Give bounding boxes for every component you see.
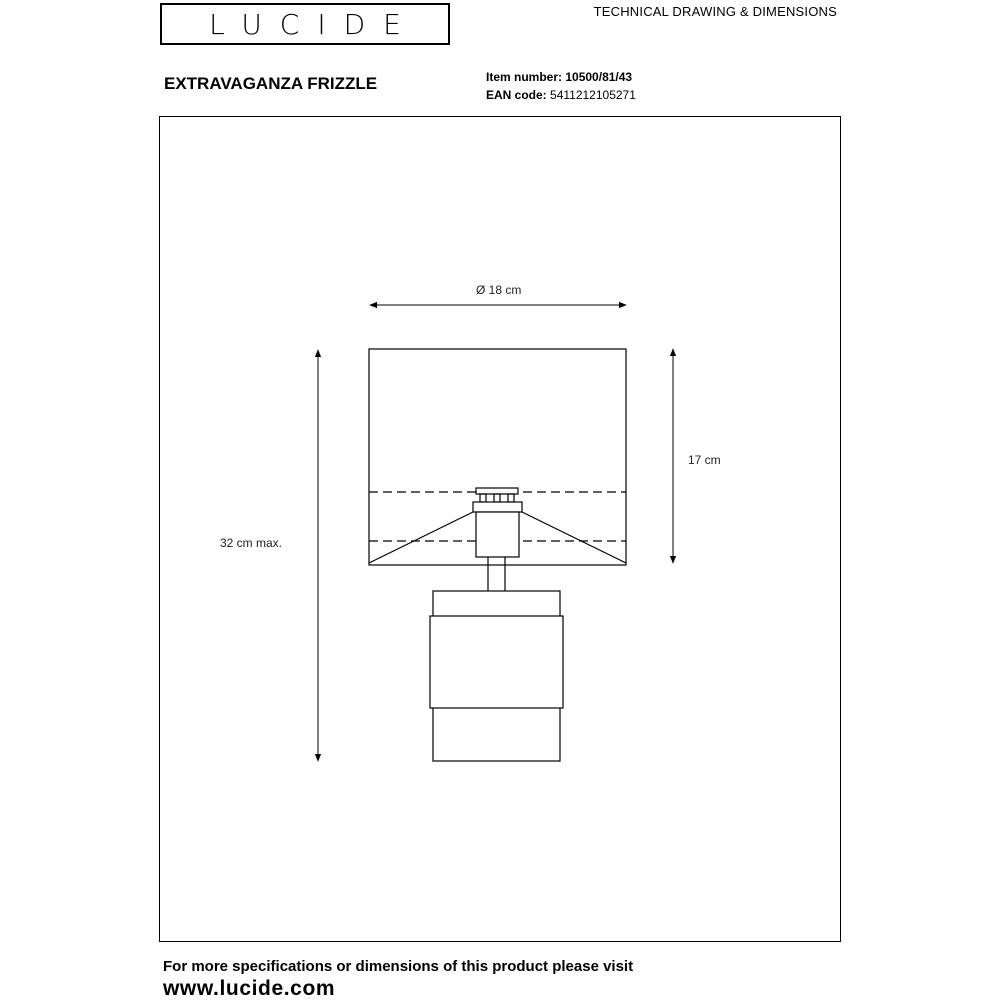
lamp-stem — [488, 557, 505, 591]
ean-code-value: 5411212105271 — [550, 88, 636, 102]
document-type-title: TECHNICAL DRAWING & DIMENSIONS — [593, 4, 837, 19]
product-name: EXTRAVAGANZA FRIZZLE — [164, 74, 378, 93]
item-number-label: Item number: — [486, 70, 563, 84]
lamp-base — [430, 591, 563, 761]
item-number-value: 10500/81/43 — [565, 70, 633, 84]
lamp-holder — [473, 488, 522, 557]
ean-code-label: EAN code: — [486, 88, 547, 102]
footer-info-text: For more specifications or dimensions of this product please visit — [163, 958, 634, 975]
shade-height-label: 17 cm — [688, 453, 721, 467]
brand-logo-text: LUCIDE — [209, 8, 419, 41]
diameter-label: Ø 18 cm — [476, 283, 522, 297]
total-height-label: 32 cm max. — [220, 536, 283, 550]
website-link[interactable]: www.lucide.com — [163, 977, 336, 1000]
